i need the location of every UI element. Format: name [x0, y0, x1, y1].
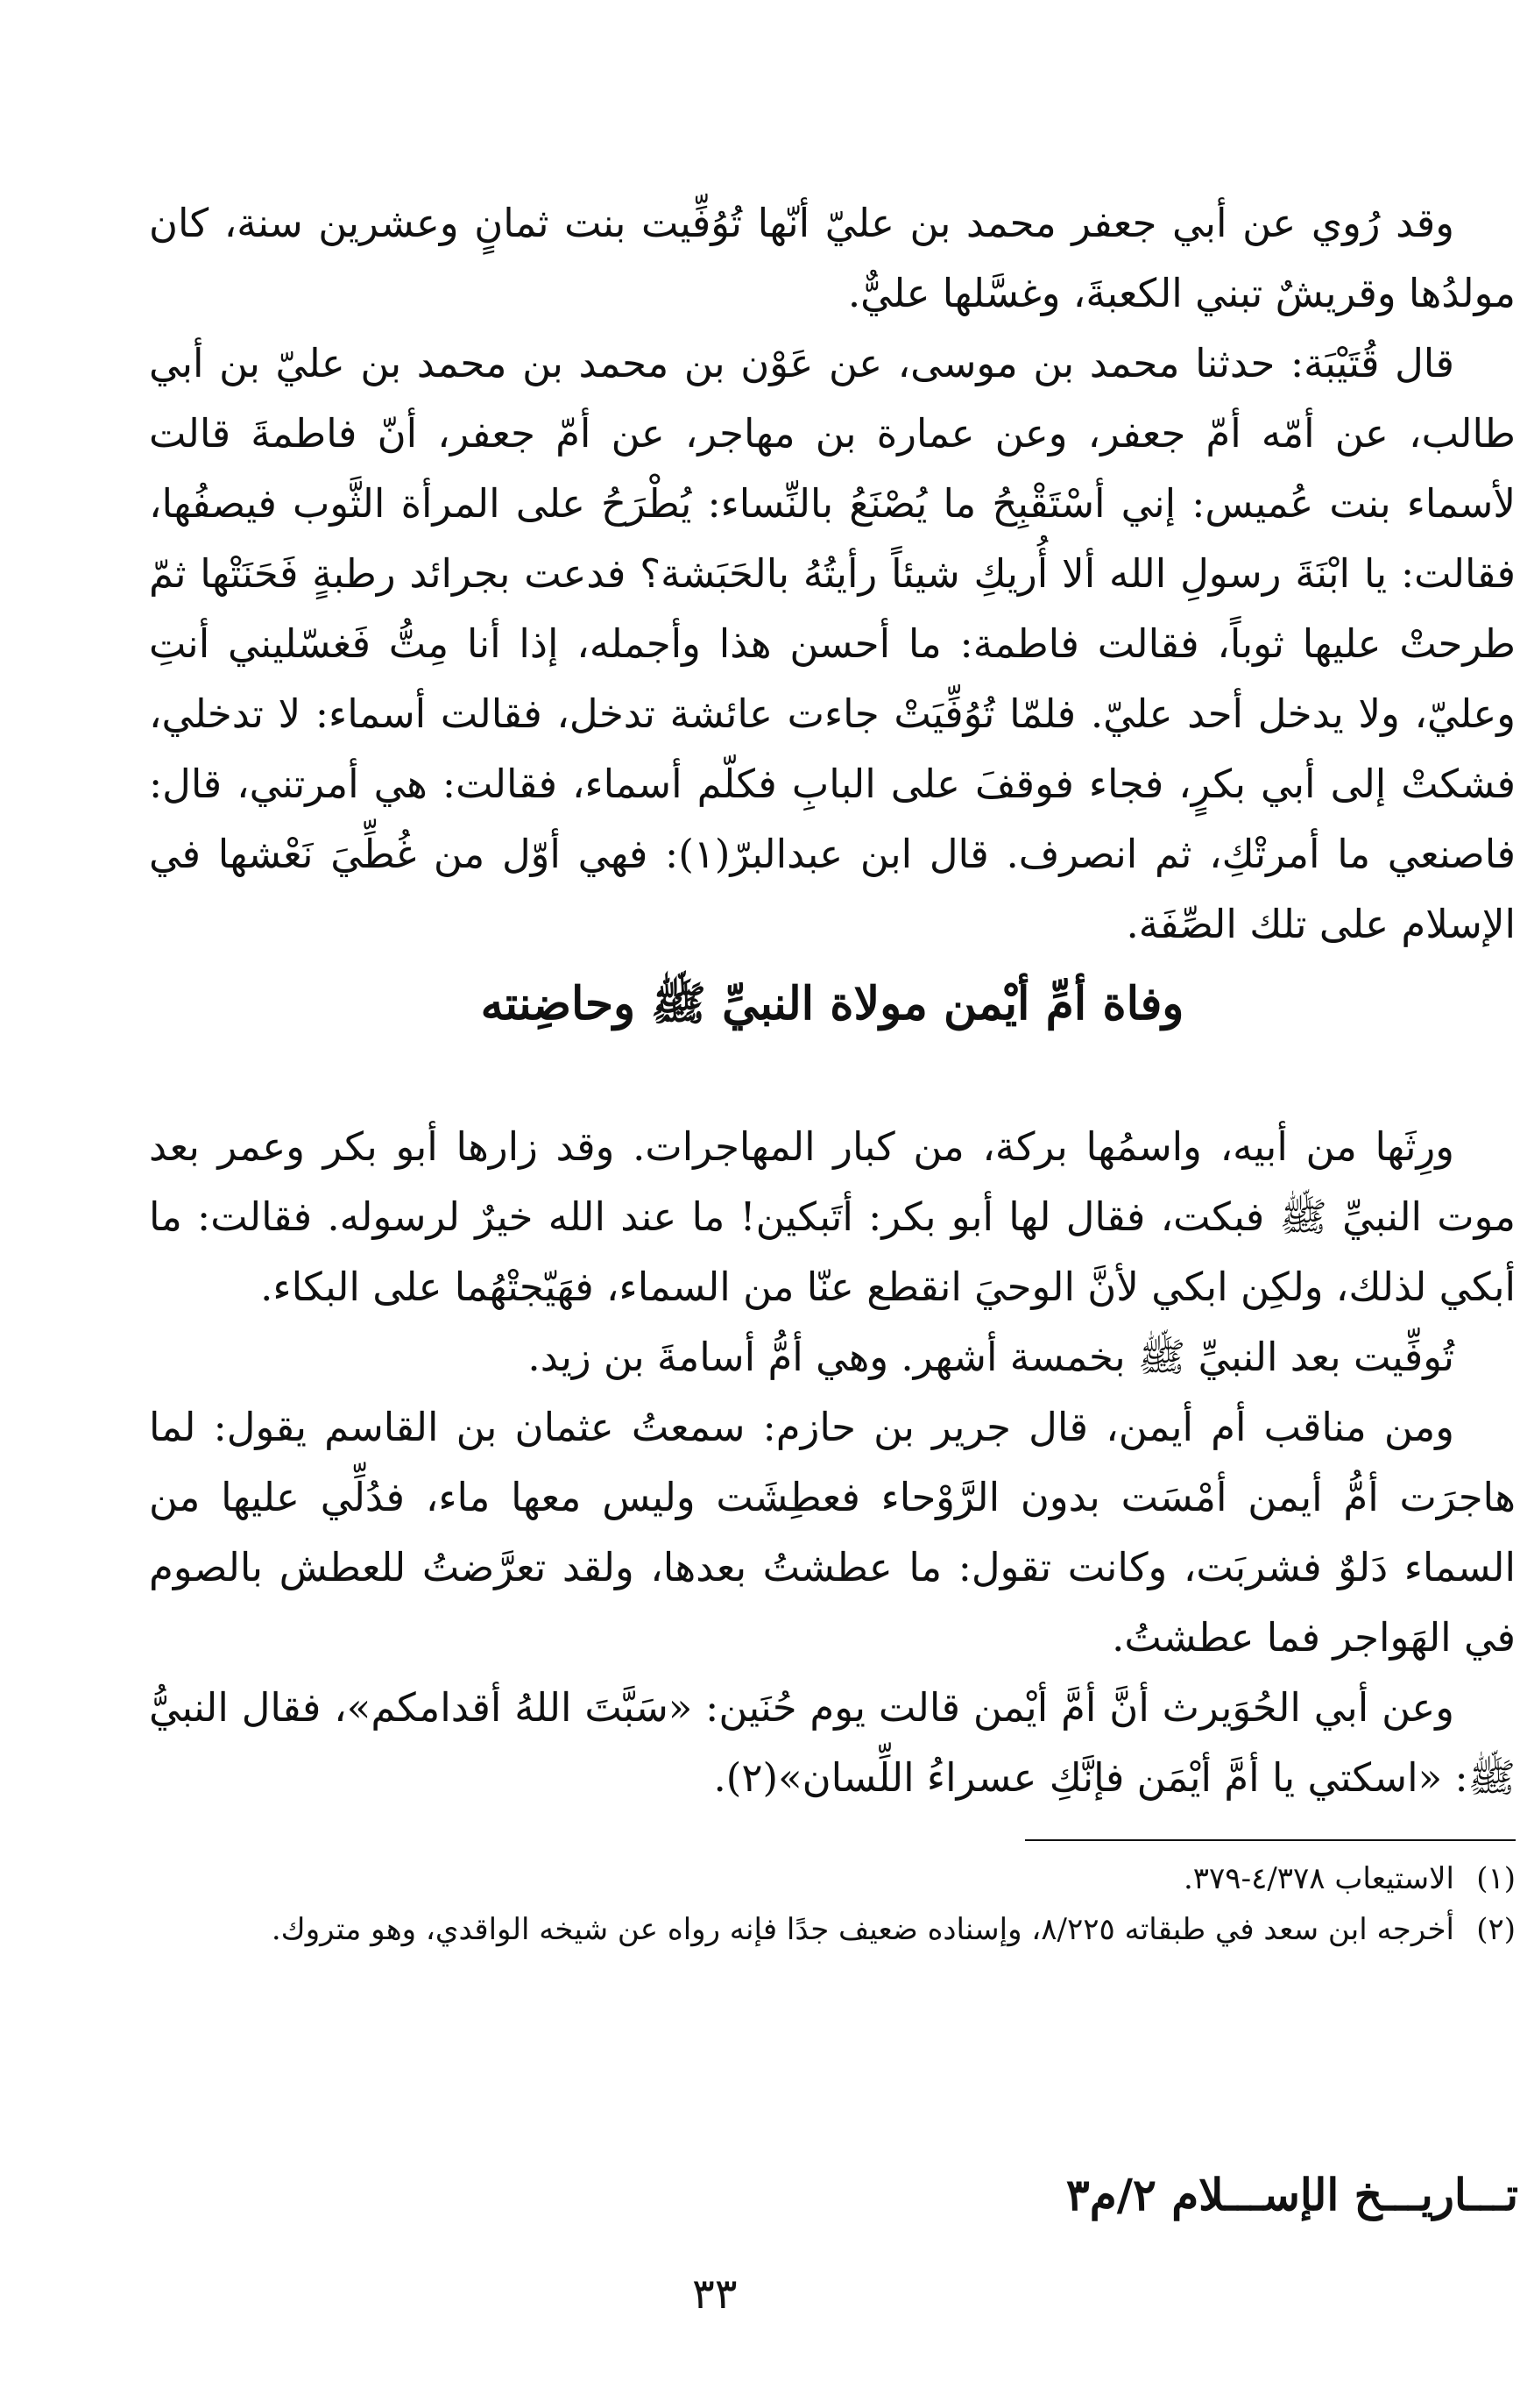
footnote — [149, 1904, 1516, 1955]
paragraph: ورِثَها من أبيه، واسمُها بركة، من كبار المهاجرات. وقد زارها أبو بكر وعمر بعد موت النبيِّ ﷺ فبكت، فقال لها أبو بكر: أتَبكين! ما عند الله خيرٌ لرسوله. فقالت: ما أبكي لذلك، ولكِن ابكي لأنَّ الوحيَ انقطع عنّا من السماء، فهَيّجتْهُما على البكاء. — [149, 1123, 1516, 1310]
footnote — [149, 1853, 1516, 1904]
paragraph: تُوفِّيت بعد النبيِّ ﷺ بخمسة أشهر. وهي أمُّ أسامةَ بن زيد. — [527, 1334, 1454, 1380]
paragraph: وعن أبي الحُوَيرث أنَّ أمَّ أيْمن قالت يوم حُنَين: «سَبَّتَ اللهُ أقدامكم»، فقال النبيُّ ﷺ: «اسكتي يا أمَّ أيْمَن فإنَّكِ عسراءُ اللِّسان»(٢). — [149, 1684, 1516, 1801]
page-number: ٣٣ — [692, 2270, 738, 2319]
footnote-text: أخرجه ابن سعد في طبقاته ٨/٢٢٥، وإسناده ضعيف جدًا فإنه رواه عن شيخه الواقدي، وهو متروك. — [271, 1912, 1454, 1947]
page-body — [149, 188, 1516, 1955]
paragraph: وقد رُوي عن أبي جعفر محمد بن عليّ أنّها تُوُفِّيت بنت ثمانٍ وعشرين سنة، كان مولدُها وقريشٌ تبني الكعبةَ، وغسَّلها عليٌّ. — [149, 200, 1516, 316]
section-heading: وفاة أمِّ أيْمن مولاة النبيِّ ﷺ وحاضِنته — [480, 977, 1184, 1030]
footnote-divider — [1025, 1839, 1516, 1841]
paragraph: ومن مناقب أم أيمن، قال جرير بن حازم: سمعتُ عثمان بن القاسم يقول: لما هاجرَت أمُّ أيمن أمْسَت بدون الرَّوْحاء فعطِشَت وليس معها ماء، فدُلِّي عليها من السماء دَلوٌ فشربَت، وكانت تقول: ما عطشتُ بعدها، ولقد تعرَّضتُ للعطش بالصوم في الهَواجر فما عطشتُ. — [149, 1404, 1516, 1661]
paragraph: قال قُتَيْبَة: حدثنا محمد بن موسى، عن عَوْن بن محمد بن محمد بن عليّ بن أبي طالب، عن أمّه أمّ جعفر، وعن عمارة بن مهاجر، عن أمّ جعفر، أنّ فاطمةَ قالت لأسماء بنت عُميس: إني أسْتَقْبِحُ ما يُصْنَعُ بالنِّساء: يُطْرَحُ على المرأة الثَّوب فيصفُها، فقالت: يا ابْنَةَ رسولِ الله ألا أُريكِ شيئاً رأيتُهُ بالحَبَشة؟ فدعت بجرائد رطبةٍ فَحَنَتْها ثمّ طرحتْ عليها ثوباً، فقالت فاطمة: ما أحسن هذا وأجمله، إذا أنا مِتُّ فَغسّليني أنتِ وعليّ، ولا يدخل أحد عليّ. فلمّا تُوُفِّيَتْ جاءت عائشة تدخل، فقالت أسماء: لا تدخلي، فشكتْ إلى أبي بكرٍ، فجاء فوقفَ على البابِ فكلّم أسماء، فقالت: هي أمرتني، قال: فاصنعي ما أمرتْكِ، ثم انصرف. قال ابن عبدالبرّ(١): فهي أوّل من غُطِّيَ نَعْشها في الإسلام على تلك الصِّفَة. — [149, 340, 1516, 947]
running-footer-title: تـــاريـــخ الإســـلام ٢/م٣ — [1065, 2169, 1518, 2220]
footnote-number: (٢) — [1476, 1912, 1516, 1947]
footnote-number: (١) — [1476, 1861, 1516, 1896]
footnote-text: الاستيعاب ٤/٣٧٨-٣٧٩. — [1183, 1861, 1454, 1896]
